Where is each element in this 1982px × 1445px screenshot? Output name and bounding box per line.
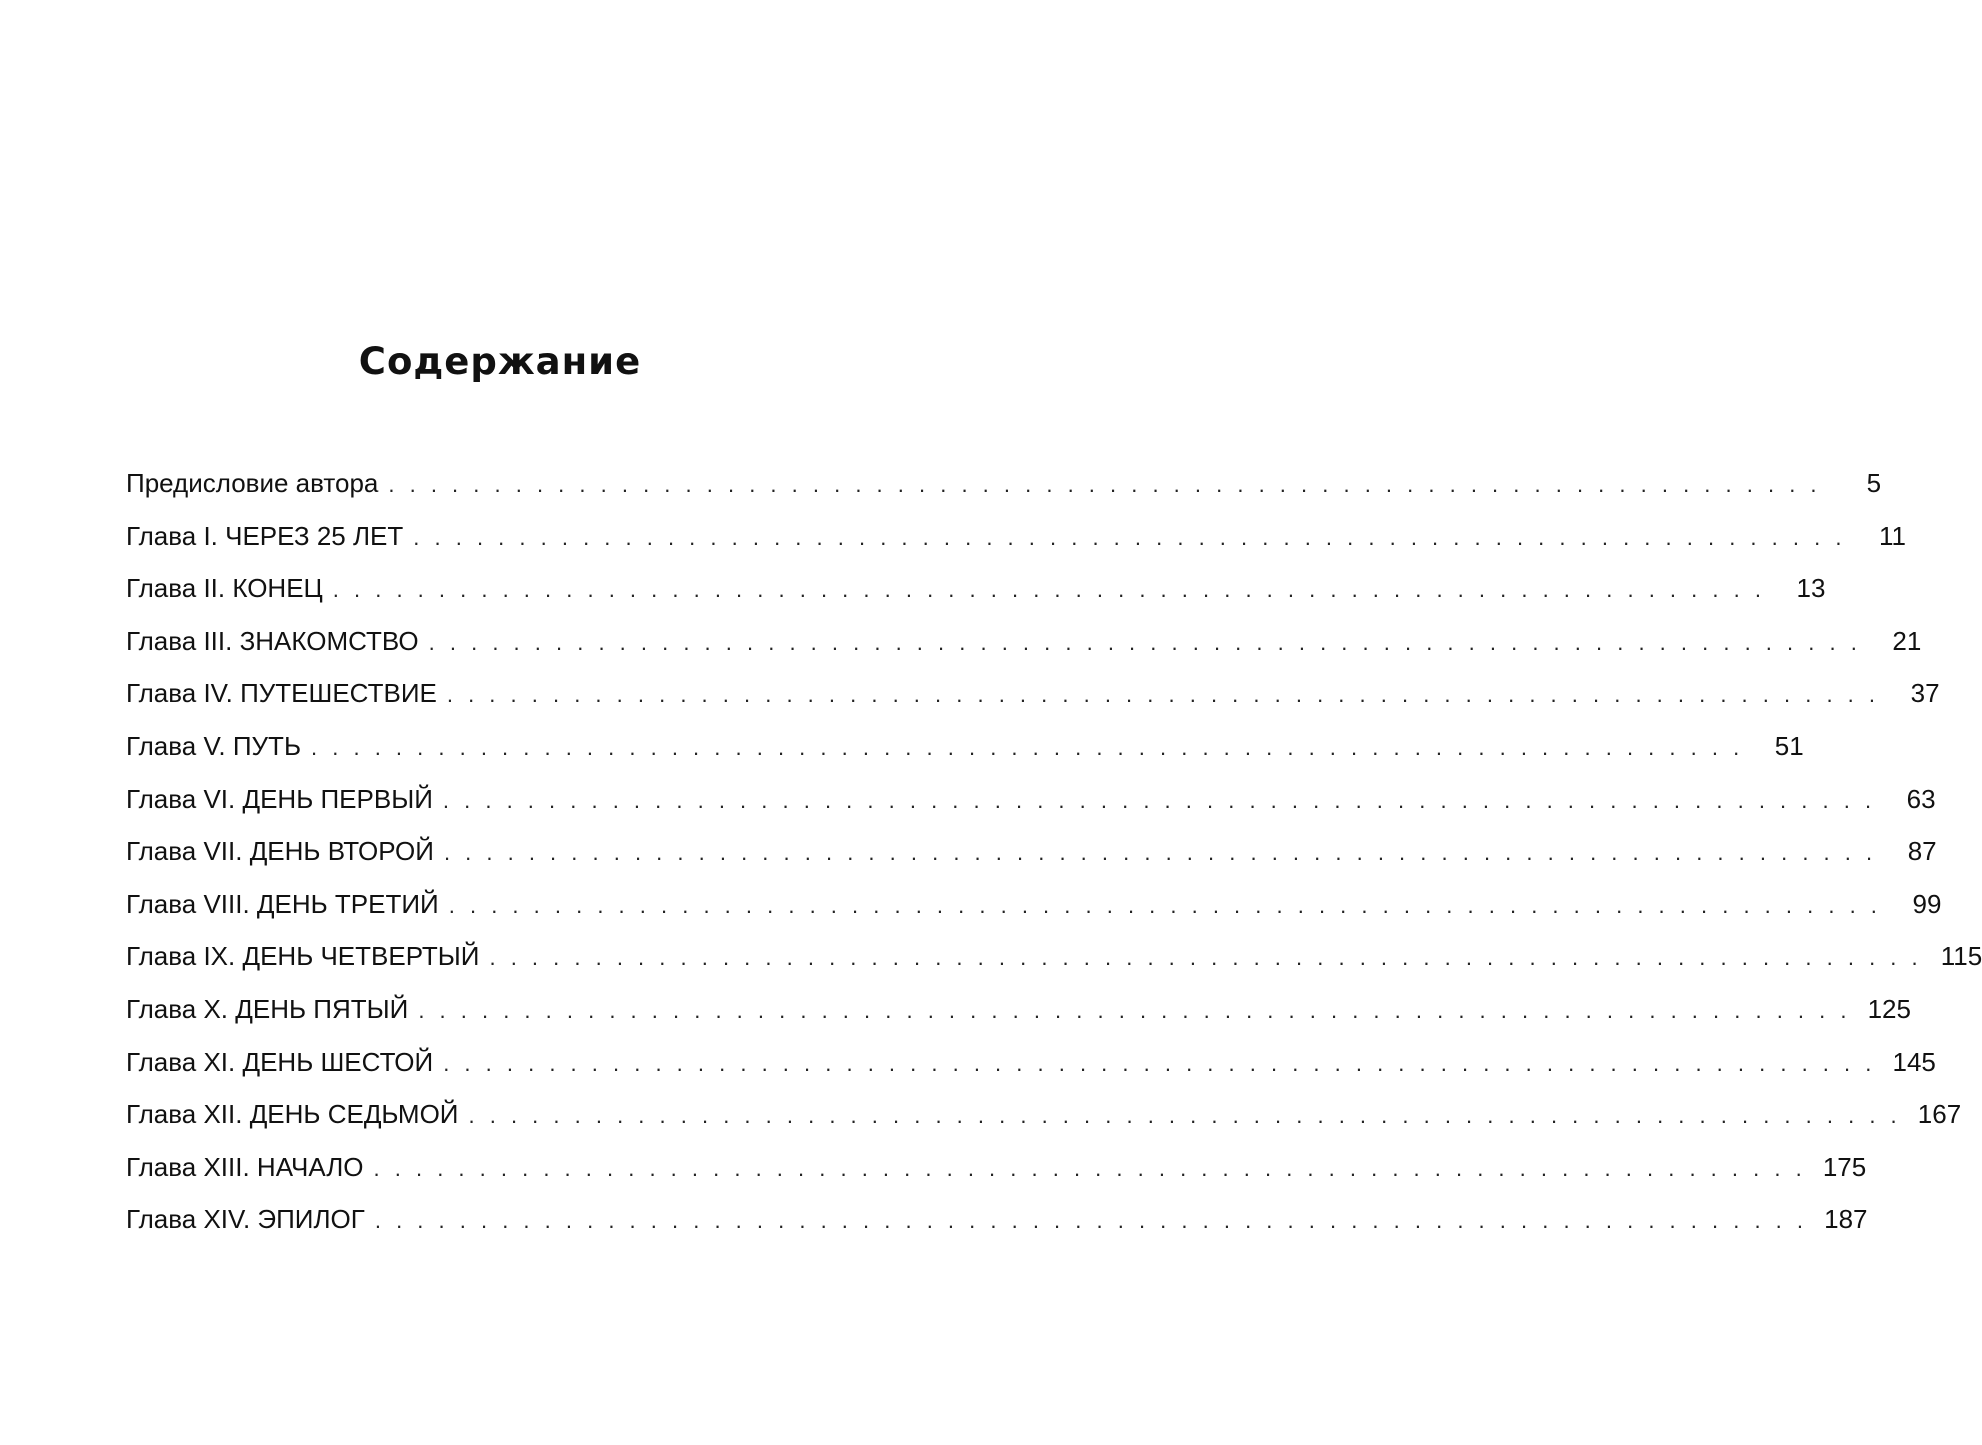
toc-entry-label: Глава VIII. ДЕНЬ ТРЕТИЙ [126,888,439,919]
toc-entry-page: 145 [1892,1046,1936,1077]
toc-dot-leader: . . . . . . . . . . . . . . . . . . . . . . . . . . . . . . . . . . . . . . . . . . . . . . . . . . . . . . . . . . . . . . . . . . . . [374,1208,1808,1234]
toc-entry-page: 37 [1910,678,1940,709]
page-title: Содержание [358,340,642,383]
toc-dot-leader: . . . . . . . . . . . . . . . . . . . . . . . . . . . . . . . . . . . . . . . . . . . . . . . . . . . . . . . . . . . . . . . . . . . . [413,524,1846,550]
toc-entry-label: Глава XIV. ЭПИЛОГ [126,1204,365,1235]
toc-entry-label: Глава XII. ДЕНЬ СЕДЬМОЙ [126,1099,459,1130]
toc-entry-label: Глава II. КОНЕЦ [126,573,323,604]
toc-entry-page: 125 [1867,993,1911,1024]
toc-dot-leader: . . . . . . . . . . . . . . . . . . . . . . . . . . . . . . . . . . . . . . . . . . . . . . . . . . . . . . . . . . . . . . . . . . . . [418,997,1851,1023]
toc-dot-leader: . . . . . . . . . . . . . . . . . . . . . . . . . . . . . . . . . . . . . . . . . . . . . . . . . . . . . . . . . . . . . . . . . . . . [468,1103,1902,1129]
toc-entry-page: 99 [1912,888,1942,919]
toc-entry-label: Глава V. ПУТЬ [126,730,302,761]
toc-dot-leader: . . . . . . . . . . . . . . . . . . . . . . . . . . . . . . . . . . . . . . . . . . . . . . . . . . . . . . . . . . . . . . . . . . . . [388,472,1822,497]
toc-entry-page: 13 [1796,573,1826,604]
toc-entry-label: Предисловие автора [126,468,379,498]
toc-entry-label: Глава XIII. НАЧАЛО [126,1151,364,1182]
toc-entry-page: 187 [1824,1204,1868,1235]
toc-entry-page: 11 [1878,520,1906,551]
toc-dot-leader: . . . . . . . . . . . . . . . . . . . . . . . . . . . . . . . . . . . . . . . . . . . . . . . . . . . . . . . . . . . . . . . . . . . . [489,945,1923,971]
toc-dot-leader: . . . . . . . . . . . . . . . . . . . . . . . . . . . . . . . . . . . . . . . . . . . . . . . . . . . . . . . . . . . . . . . . . . . . [442,787,1876,813]
toc-entry-page: 5 [1866,468,1882,498]
toc-dot-leader: . . . . . . . . . . . . . . . . . . . . . . . . . . . . . . . . . . . . . . . . . . . . . . . . . . . . . . . . . . . . . . . . . . . . [428,629,1862,655]
toc-entry-page: 167 [1917,1099,1962,1130]
toc-entry [126,515,1906,568]
toc-entry [126,672,1940,725]
toc-entry-page: 63 [1906,783,1936,814]
toc-entry-page: 51 [1774,730,1804,761]
toc-entry [126,462,1882,515]
toc-entry-label: Глава VI. ДЕНЬ ПЕРВЫЙ [126,783,433,814]
toc-entry [126,725,1804,778]
toc-entry [126,1041,1936,1094]
toc-entry-label: Глава IV. ПУТЕШЕСТВИЕ [126,678,437,709]
toc-dot-leader: . . . . . . . . . . . . . . . . . . . . . . . . . . . . . . . . . . . . . . . . . . . . . . . . . . . . . . . . . . . . . . . . . . . . [443,840,1877,866]
toc-entry-label: Глава X. ДЕНЬ ПЯТЫЙ [126,993,409,1024]
toc-dot-leader: . . . . . . . . . . . . . . . . . . . . . . . . . . . . . . . . . . . . . . . . . . . . . . . . . . . . . . . . . . . . . . . . . . . . [373,1155,1807,1181]
toc-entry [126,778,1936,831]
toc-entry [126,935,1982,988]
toc-dot-leader: . . . . . . . . . . . . . . . . . . . . . . . . . . . . . . . . . . . . . . . . . . . . . . . . . . . . . . . . . . . . . . . . . . . . [443,1050,1876,1076]
toc-dot-leader: . . . . . . . . . . . . . . . . . . . . . . . . . . . . . . . . . . . . . . . . . . . . . . . . . . . . . . . . . . . . . . . . . . . . [448,892,1882,918]
toc-entry [126,883,1942,936]
toc-entry [126,988,1911,1041]
toc-entry [126,1093,1962,1146]
toc-entry [126,830,1937,883]
toc-entry [126,1146,1867,1199]
toc-entry [126,1198,1868,1251]
toc-entry-label: Глава XI. ДЕНЬ ШЕСТОЙ [126,1046,434,1077]
toc-entry-label: Глава I. ЧЕРЕЗ 25 ЛЕТ [126,520,404,551]
toc-entry-page: 21 [1892,625,1922,656]
toc-entry-page: 87 [1907,836,1937,867]
toc-entry-label: Глава VII. ДЕНЬ ВТОРОЙ [126,836,434,867]
toc-entry-label: Глава IX. ДЕНЬ ЧЕТВЕРТЫЙ [126,941,480,972]
toc-entry-label: Глава III. ЗНАКОМСТВО [126,625,419,656]
toc-dot-leader: . . . . . . . . . . . . . . . . . . . . . . . . . . . . . . . . . . . . . . . . . . . . . . . . . . . . . . . . . . . . . . . . . . . . [311,734,1744,760]
table-of-contents [126,462,1982,1251]
toc-dot-leader: . . . . . . . . . . . . . . . . . . . . . . . . . . . . . . . . . . . . . . . . . . . . . . . . . . . . . . . . . . . . . . . . . . . . [446,682,1880,708]
toc-entry [126,620,1922,673]
toc-entry-page: 115 [1940,941,1982,972]
toc-entry-page: 175 [1822,1151,1867,1182]
toc-entry [126,567,1826,620]
toc-dot-leader: . . . . . . . . . . . . . . . . . . . . . . . . . . . . . . . . . . . . . . . . . . . . . . . . . . . . . . . . . . . . . . . . . . . . [332,577,1766,603]
